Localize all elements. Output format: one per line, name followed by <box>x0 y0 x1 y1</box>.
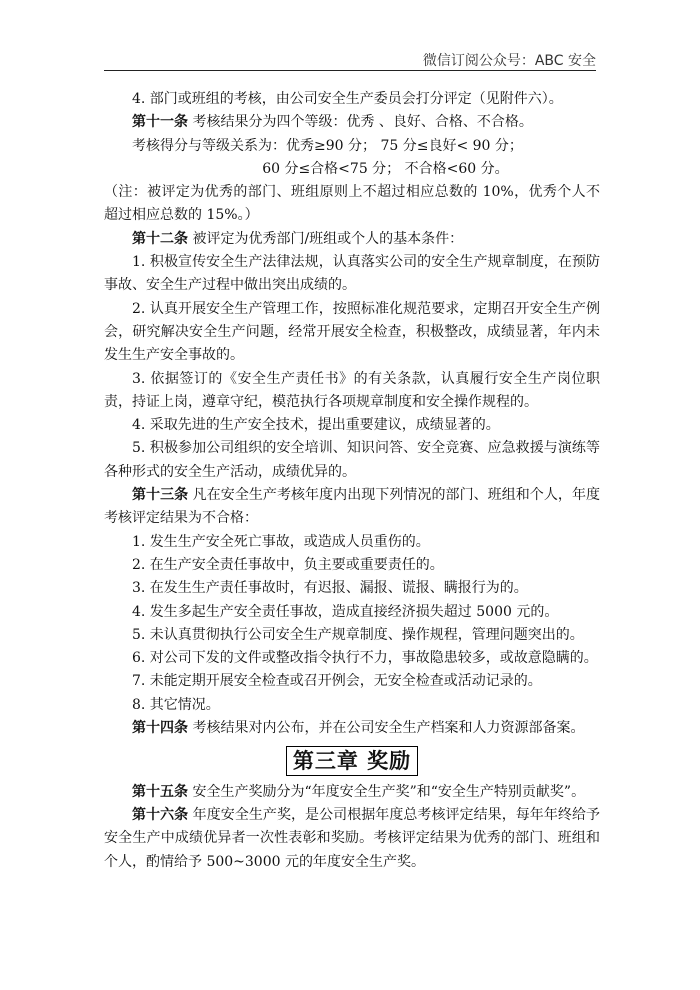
article-11 <box>104 111 600 134</box>
article-12-text: 被评定为优秀部门/班组或个人的基本条件： <box>188 230 464 247</box>
article-15-text: 安全生产奖励分为“年度安全生产奖”和“安全生产特别贡献奖”。 <box>188 783 586 800</box>
fail-case-3: 3. 在发生生产责任事故时，有迟报、漏报、谎报、瞒报行为的。 <box>132 580 528 597</box>
article-11-text: 考核结果分为四个等级：优秀 、良好、合格、不合格。 <box>188 114 533 131</box>
article-16-text: 年度安全生产奖，是公司根据年度总考核评定结果，每年年终给予安全生产中成绩优异者一次性表彰和奖励。考核评定结果为优秀的部门、班组和个人，酌情给予 500~3000 元的年度安全生产奖。 <box>104 806 600 870</box>
condition-1: 1. 积极宣传安全生产法律法规，认真落实公司的安全生产规章制度，在预防事故、安全生产过程中做出突出成绩的。 <box>104 254 600 294</box>
fail-case-2: 2. 在生产安全责任事故中，负主要或重要责任的。 <box>132 556 444 573</box>
grade-relation-line-2-text: 60 分≤合格<75 分； 不合格<60 分。 <box>262 160 509 177</box>
chapter-heading <box>104 746 600 776</box>
fail-case-7: 7. 未能定期开展安全检查或召开例会，无安全检查或活动记录的。 <box>132 673 542 690</box>
article-13 <box>104 484 600 531</box>
grade-relation-line-2 <box>104 158 600 181</box>
article-13-title: 第十三条 <box>132 487 189 504</box>
article-13-text: 凡在安全生产考核年度内出现下列情况的部门、班组和个人，年度考核评定结果为不合格： <box>104 487 600 527</box>
condition-5: 5. 积极参加公司组织的安全培训、知识问答、安全竞赛、应急救援与演练等各种形式的安全生产活动，成绩优异的。 <box>104 440 600 480</box>
article-16 <box>104 804 600 874</box>
fail-case-6: 6. 对公司下发的文件或整改指令执行不力，事故隐患较多，或故意隐瞒的。 <box>132 650 598 667</box>
document-body <box>104 88 600 874</box>
article-15-title: 第十五条 <box>132 783 188 800</box>
fail-case-4: 4. 发生多起生产安全责任事故，造成直接经济损失超过 5000 元的。 <box>132 603 559 620</box>
header-rule <box>104 70 596 71</box>
chapter-title: 第三章 奖励 <box>286 746 418 776</box>
condition-2: 2. 认真开展安全生产管理工作，按照标准化规范要求，定期召开安全生产例会，研究解决安全生产问题，经常开展安全检查，积极整改，成绩显著，年内未发生生产安全事故的。 <box>104 300 600 364</box>
note-paragraph: （注：被评定为优秀的部门、班组原则上不超过相应总数的 10%，优秀个人不超过相应总数的 15%。） <box>104 184 600 224</box>
fail-case-1: 1. 发生生产安全死亡事故，或造成人员重伤的。 <box>132 533 430 550</box>
article-15 <box>104 781 600 804</box>
fail-case-5: 5. 未认真贯彻执行公司安全生产规章制度、操作规程，管理问题突出的。 <box>132 626 584 643</box>
page-header: 微信订阅公众号：ABC 安全 <box>422 53 596 69</box>
article-16-title: 第十六条 <box>132 806 189 823</box>
condition-4: 4. 采取先进的生产安全技术，提出重要建议，成绩显著的。 <box>132 417 500 434</box>
article-11-title: 第十一条 <box>132 114 188 131</box>
grade-relation-line-1: 考核得分与等级关系为：优秀≥90 分； 75 分≤良好< 90 分； <box>132 137 523 154</box>
article-14 <box>104 717 600 740</box>
fail-case-8: 8. 其它情况。 <box>132 696 220 713</box>
article-12-title: 第十二条 <box>132 230 188 247</box>
paragraph-dept-assessment: 4. 部门或班组的考核，由公司安全生产委员会打分评定（见附件六）。 <box>132 91 563 107</box>
article-12 <box>104 228 600 251</box>
article-14-title: 第十四条 <box>132 720 188 737</box>
article-14-text: 考核结果对内公布，并在公司安全生产档案和人力资源部备案。 <box>188 720 585 737</box>
condition-3: 3. 依据签订的《安全生产责任书》的有关条款，认真履行安全生产岗位职责，持证上岗，遵章守纪，模范执行各项规章制度和安全操作规程的。 <box>104 370 600 410</box>
